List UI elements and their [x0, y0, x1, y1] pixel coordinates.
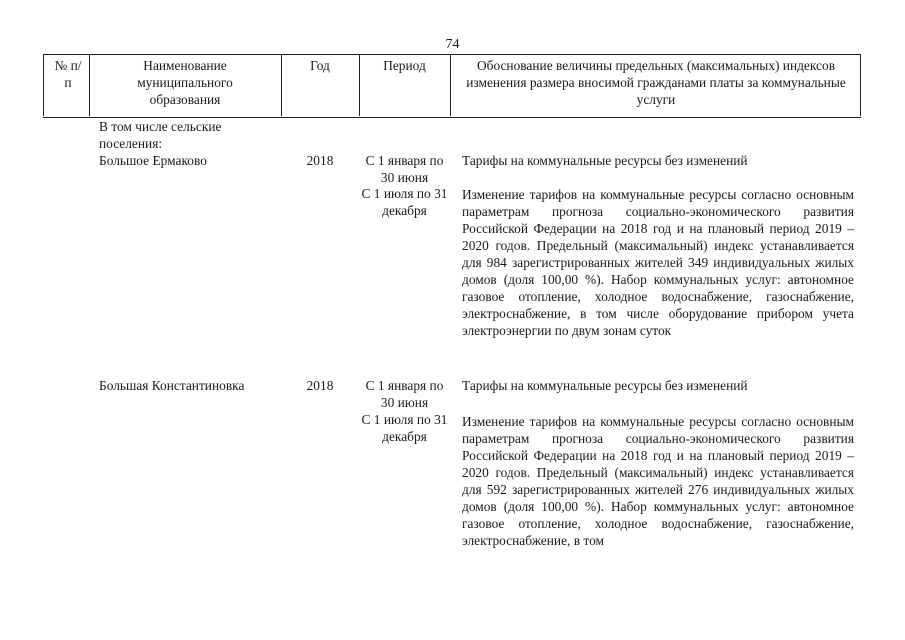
- page-number: 74: [445, 37, 460, 52]
- row1-basis1: Тарифы на коммунальные ресурсы без изменений: [462, 153, 748, 168]
- row2-basis2: Изменение тарифов на коммунальные ресурсы согласно основным параметрам прогноза социально-экономического развития Российской Федерации на 2018 год и на плановый период 2019 – 2020 годов. Предельный (максимальный) индекс устанавливается для 592 зарегистрированных жителей 276 индивидуальных жилых домов (доля 100,00 %). Набор коммунальных услуг: автономное газовое отопление, холодное водоснабжение, газоснабжение, электроснабжение, в том: [462, 414, 854, 548]
- header-border-right: [860, 54, 861, 116]
- row1-period2: С 1 июля по 31 декабря: [361, 186, 448, 218]
- header-period: Период: [383, 58, 426, 73]
- section-label: В том числе сельские поселения:: [99, 119, 222, 151]
- row2-name: Большая Константиновка: [99, 378, 245, 393]
- row2-basis1: Тарифы на коммунальные ресурсы без изменений: [462, 378, 748, 393]
- row1-basis2: Изменение тарифов на коммунальные ресурсы согласно основным параметрам прогноза социально-экономического развития Российской Федерации на 2018 год и на плановый период 2019 – 2020 годов. Предельный (максимальный) индекс устанавливается для 984 зарегистрированных жителей 349 индивидуальных жилых домов (доля 100,00 %). Набор коммунальных услуг: автономное газовое отопление, холодное водоснабжение, газоснабжение, электроснабжение, в том числе оборудование прибором учета электроэнергии по двум зонам суток: [462, 187, 854, 338]
- row1-name: Большое Ермаково: [99, 153, 207, 168]
- header-divider-1: [89, 54, 90, 116]
- header-year: Год: [310, 58, 330, 73]
- header-divider-4: [450, 54, 451, 116]
- row2-year: 2018: [306, 378, 334, 393]
- header-num: № п/п: [54, 58, 82, 90]
- header-border-left: [43, 54, 44, 116]
- header-basis: Обоснование величины предельных (максимальных) индексов изменения размера вносимой гражданами платы за коммунальные услуги: [466, 58, 846, 107]
- header-name: Наименование муниципального образования: [137, 58, 233, 107]
- row1-period1: С 1 января по 30 июня: [365, 153, 444, 185]
- row2-period1: С 1 января по 30 июня: [365, 378, 444, 410]
- row2-period2: С 1 июля по 31 декабря: [361, 412, 448, 444]
- row1-year: 2018: [306, 153, 334, 168]
